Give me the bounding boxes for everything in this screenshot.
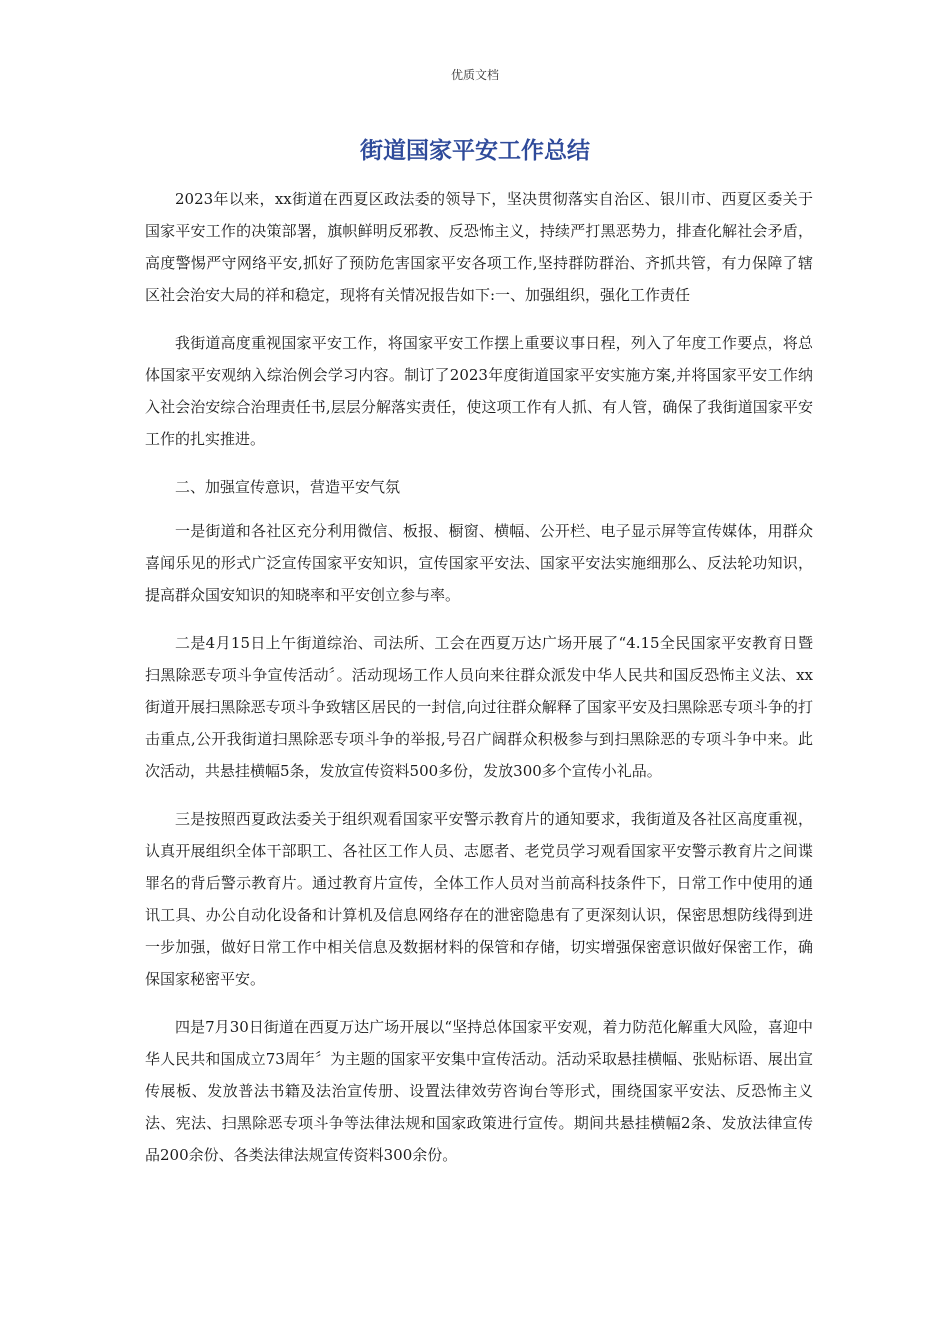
paragraph-item-4: 四是7月30日街道在西夏万达广场开展以“坚持总体国家平安观，着力防范化解重大风险，喜迎中华人民共和国成立73周年〞为主题的国家平安集中宣传活动。活动采取悬挂横幅、张贴标语、展出宣传展板、发放普法书籍及法治宣传册、设置法律效劳咨询台等形式，围绕国家平安法、反恐怖主义法、宪法、扫黑除恶专项斗争等法律法规和国家政策进行宣传。期间共悬挂横幅2条、发放法律宣传品200余份、各类法律法规宣传资料300余份。: [145, 1018, 813, 1164]
paragraph-organization: 我街道高度重视国家平安工作，将国家平安工作摆上重要议事日程，列入了年度工作要点，将总体国家平安观纳入综治例会学习内容。制订了2023年度街道国家平安实施方案,并将国家平安工作纳入社会治安综合治理责任书,层层分解落实责任，使这项工作有人抓、有人管，确保了我街道国家平安工作的扎实推进。: [145, 334, 813, 448]
document-body: [145, 183, 813, 1187]
document-title: 街道国家平安工作总结: [360, 138, 590, 164]
section-heading-publicity: 二、加强宣传意识，营造平安气氛: [175, 478, 401, 496]
header-label: 优质文档: [450, 68, 499, 82]
paragraph-item-1: 一是街道和各社区充分利用微信、板报、橱窗、横幅、公开栏、电子显示屏等宣传媒体，用群众喜闻乐见的形式广泛宣传国家平安知识，宣传国家平安法、国家平安法实施细那么、反法轮功知识，提高群众国安知识的知晓率和平安创立参与率。: [145, 522, 813, 604]
paragraph-item-2: 二是4月15日上午街道综治、司法所、工会在西夏万达广场开展了“4.15全民国家平安教育日暨扫黑除恶专项斗争宣传活动〞。活动现场工作人员向来往群众派发中华人民共和国反恐怖主义法、xx街道开展扫黑除恶专项斗争致辖区居民的一封信,向过往群众解释了国家平安及扫黑除恶专项斗争的打击重点,公开我街道扫黑除恶专项斗争的举报,号召广阔群众积极参与到扫黑除恶的专项斗争中来。此次活动，共悬挂横幅5条，发放宣传资料500多份，发放300多个宣传小礼品。: [145, 634, 813, 780]
paragraph-intro: 2023年以来，xx街道在西夏区政法委的领导下，坚决贯彻落实自治区、银川市、西夏区委关于国家平安工作的决策部署，旗帜鲜明反邪教、反恐怖主义，持续严打黑恶势力，排查化解社会矛盾，高度警惕严守网络平安,抓好了预防危害国家平安各项工作,坚持群防群治、齐抓共管，有力保障了辖区社会治安大局的祥和稳定，现将有关情况报告如下:一、加强组织，强化工作责任: [145, 190, 813, 304]
paragraph-item-3: 三是按照西夏政法委关于组织观看国家平安警示教育片的通知要求，我街道及各社区高度重视，认真开展组织全体干部职工、各社区工作人员、志愿者、老党员学习观看国家平安警示教育片之间谍罪名的背后警示教育片。通过教育片宣传，全体工作人员对当前高科技条件下，日常工作中使用的通讯工具、办公自动化设备和计算机及信息网络存在的泄密隐患有了更深刻认识，保密思想防线得到进一步加强，做好日常工作中相关信息及数据材料的保管和存储，切实增强保密意识做好保密工作，确保国家秘密平安。: [145, 810, 813, 988]
